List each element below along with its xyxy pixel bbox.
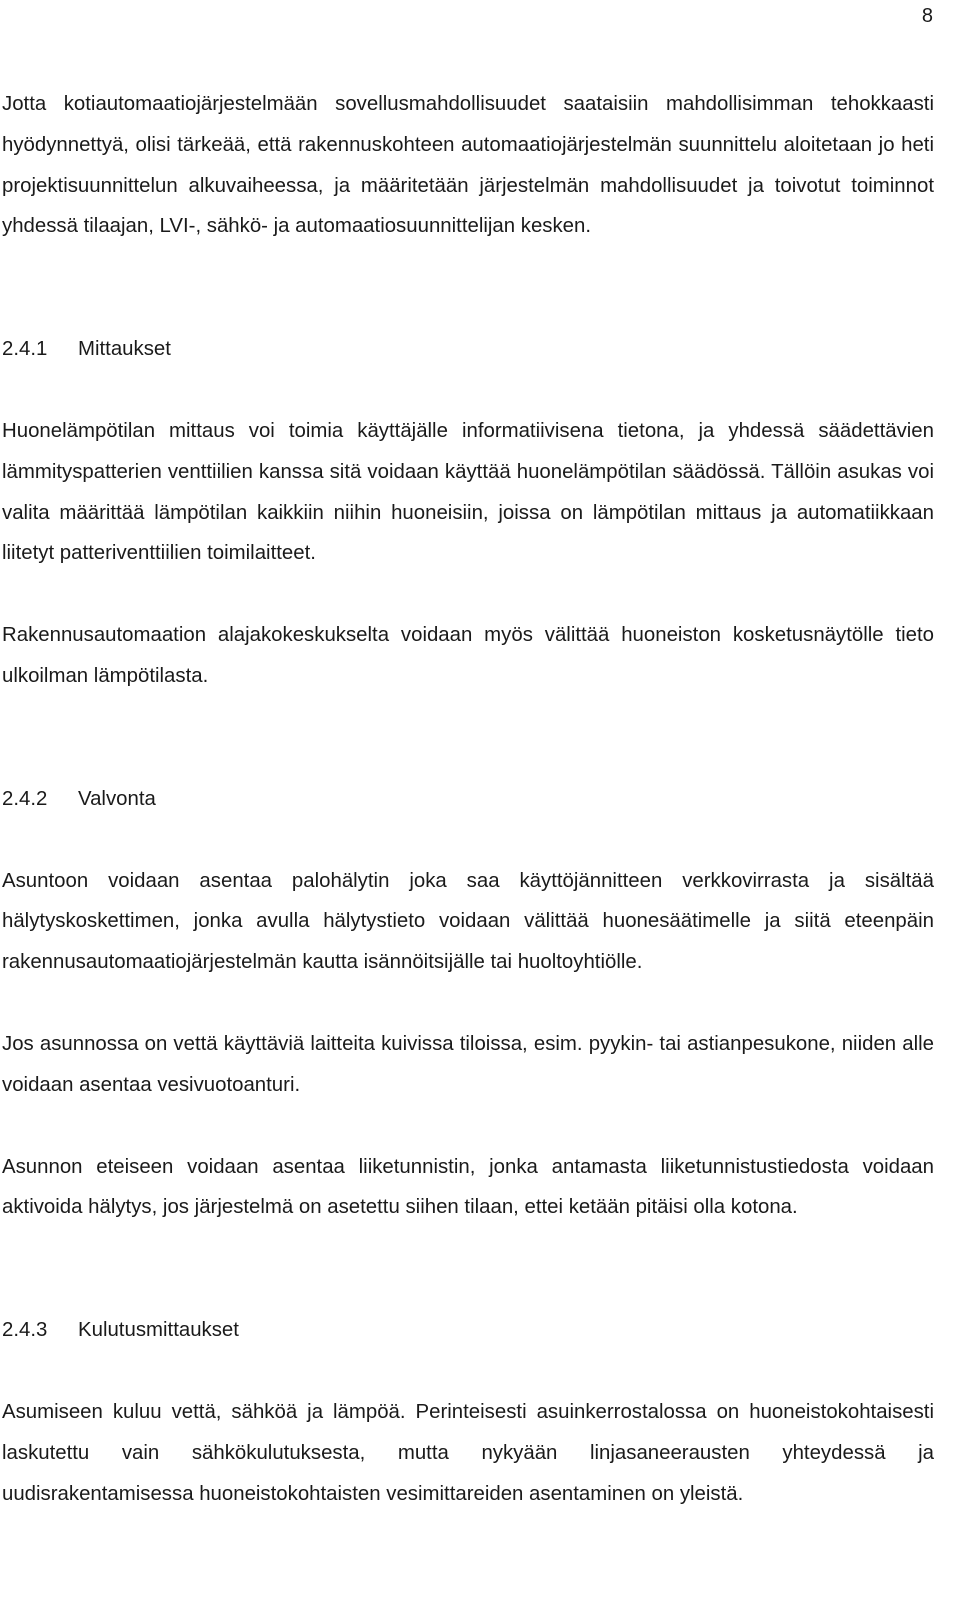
section-title: Kulutusmittaukset <box>78 1319 239 1342</box>
section-title: Valvonta <box>78 787 156 810</box>
section-heading-kulutusmittaukset <box>2 1310 934 1351</box>
section-number: 2.4.2 <box>2 787 48 810</box>
page-number: 8 <box>921 5 933 27</box>
intro-paragraph: Jotta kotiautomaatiojärjestelmään sovellusmahdollisuudet saataisiin mahdollisimman tehokkaasti hyödynnettyä, olisi tärkeää, että rakennuskohteen automaatiojärjestelmän suunnittelu aloitetaan jo heti projektisuunnittelun alkuvaiheessa, ja määritetään järjestelmän mahdollisuudet ja toivotut toiminnot yhdessä tilaajan, LVI-, sähkö- ja automaatiosuunnittelijan kesken. <box>2 93 934 238</box>
paragraph: Asunnon eteiseen voidaan asentaa liiketunnistin, jonka antamasta liiketunnistustiedosta voidaan aktivoida hälytys, jos järjestelmä on asetettu siihen tilaan, ettei ketään pitäisi olla kotona. <box>2 1155 934 1219</box>
section-number: 2.4.3 <box>2 1319 48 1342</box>
section-heading-valvonta <box>2 779 934 820</box>
section-heading-mittaukset <box>2 329 934 370</box>
section-number: 2.4.1 <box>2 338 48 361</box>
paragraph: Huonelämpötilan mittaus voi toimia käyttäjälle informatiivisena tietona, ja yhdessä säädettävien lämmityspatterien venttiilien kanssa sitä voidaan käyttää huonelämpötilan säädössä. Tällöin asukas voi valita määrittää lämpötilan kaikkiin niihin huoneisiin, joissa on lämpötilan mittaus ja automatiikkaan liitetyt patteriventtiilien toimilaitteet. <box>2 419 934 565</box>
paragraph: Asuntoon voidaan asentaa palohälytin joka saa käyttöjännitteen verkkovirrasta ja sisältää hälytyskoskettimen, jonka avulla hälytystieto voidaan välittää huonesäätimelle ja siitä eteenpäin rakennusautomaatiojärjestelmän kautta isännöitsijälle tai huoltoyhtiölle. <box>2 869 934 974</box>
paragraph: Rakennusautomaation alajakokeskukselta voidaan myös välittää huoneiston kosketusnäytölle tieto ulkoilman lämpötilasta. <box>2 624 934 687</box>
document-body <box>2 84 934 1514</box>
section-title: Mittaukset <box>78 338 171 361</box>
paragraph: Jos asunnossa on vettä käyttäviä laitteita kuivissa tiloissa, esim. pyykin- tai astianpesukone, niiden alle voidaan asentaa vesivuotoanturi. <box>2 1032 934 1096</box>
paragraph: Asumiseen kuluu vettä, sähköä ja lämpöä. Perinteisesti asuinkerrostalossa on huoneistokohtaisesti laskutettu vain sähkökulutuksesta, mutta nykyään linjasaneerausten yhteydessä ja uudisrakentamisessa huoneistokohtaisten vesimittareiden asentaminen on yleistä. <box>2 1400 934 1505</box>
